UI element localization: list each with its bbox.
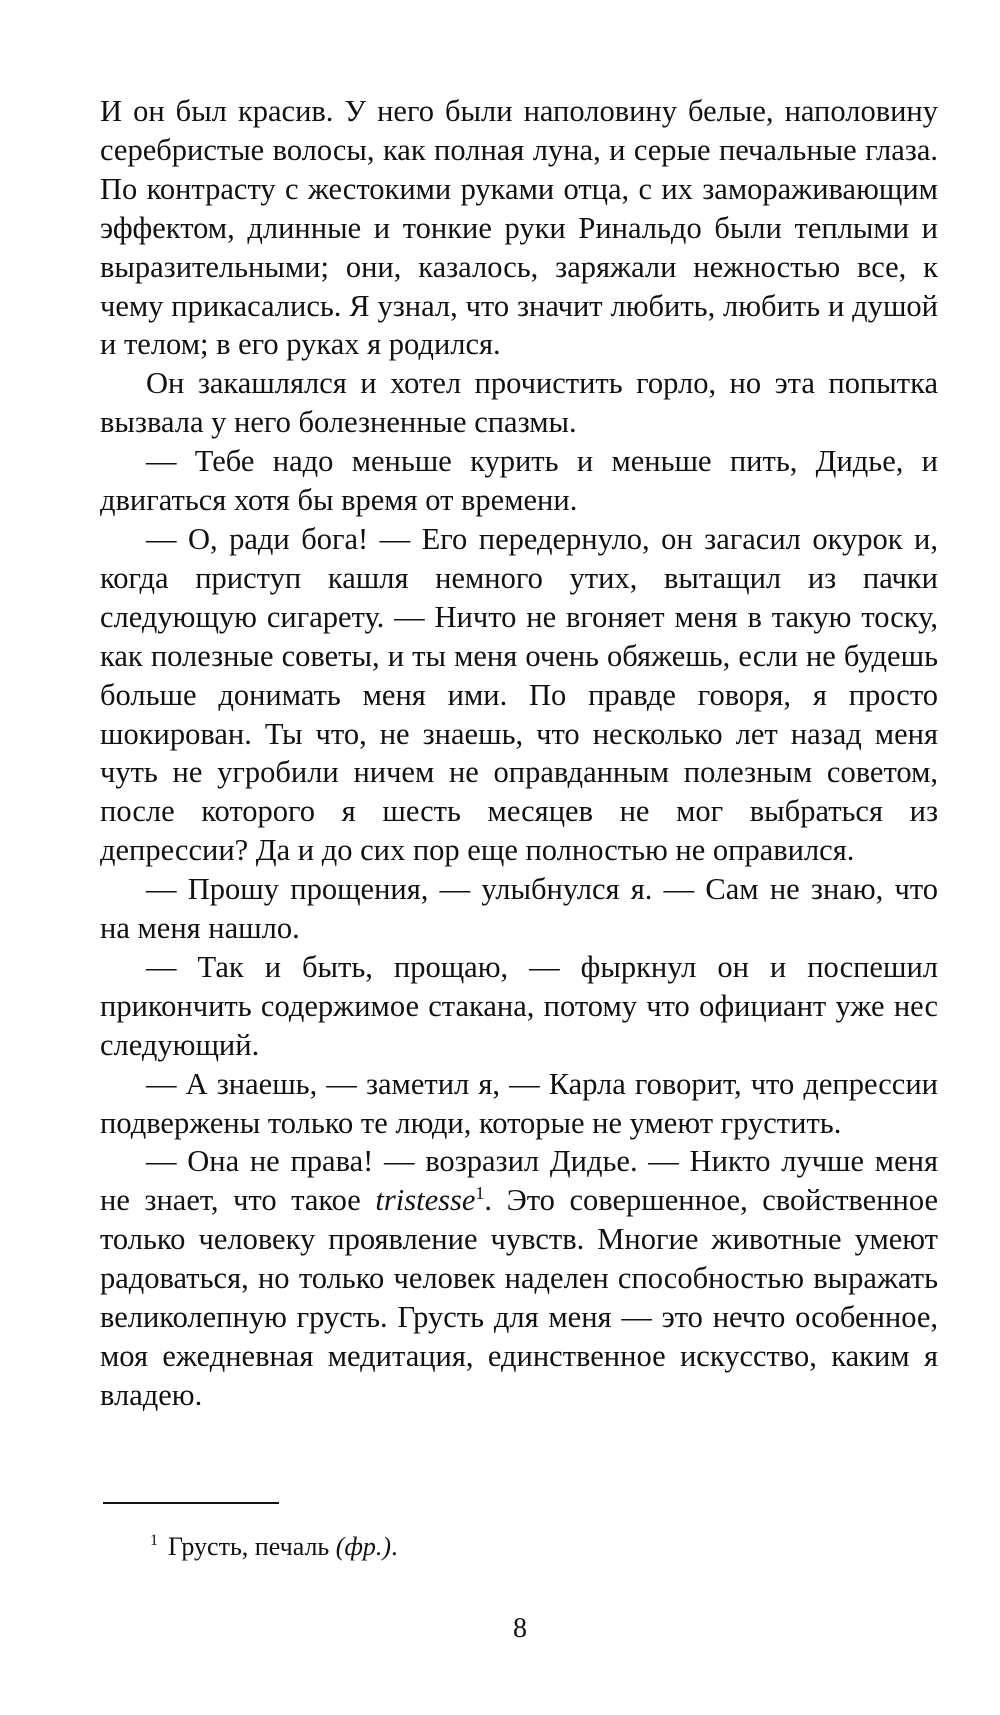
paragraph-1: И он был красив. У него были наполовину белые, наполовину серебристые волосы, как полная луна, и серые печальные глаза. По контрасту с жестокими руками отца, с их замораживающим эффектом, длинные и тонкие руки Ринальдо были теплыми и выразительными; они, казалось, заряжали нежностью все, к чему прикасались. Я узнал, что значит любить, любить и душой и телом; в его руках я родился. [100, 94, 938, 362]
footnote-end: . [391, 1532, 398, 1561]
paragraph-2: Он закашлялся и хотел прочистить горло, но эта попытка вызвала у него болезненные спазмы. [100, 366, 938, 440]
paragraph-7: — А знаешь, — заметил я, — Карла говорит, что депрессии подвержены только те люди, которые не умеют грустить. [100, 1066, 938, 1140]
footnote-divider [103, 1502, 279, 1504]
footnote [150, 1530, 398, 1564]
paragraph-8 [100, 1142, 938, 1414]
paragraph-3: — Тебе надо меньше курить и меньше пить, Дидье, и двигаться хотя бы время от времени. [100, 444, 938, 518]
page-number: 8 [513, 1613, 527, 1644]
paragraph-8-start: — Она не права! — возразил Дидье. — Никто лучше меня не знает, что такое [100, 1144, 938, 1218]
italic-word-tristesse: tristesse [375, 1183, 476, 1218]
paragraph-4: — О, ради бога! — Его передернуло, он загасил окурок и, когда приступ кашля немного утих, вытащил из пачки следующую сигарету. — Ничто не вгоняет меня в такую тоску, как полезные советы, и ты меня очень обяжешь, если не будешь больше донимать меня ими. По правде говоря, я просто шокирован. Ты что, не знаешь, что несколько лет назад меня чуть не угробили ничем не оправданным полезным советом, после которого я шесть месяцев не мог выбраться из депрессии? Да и до сих пор еще полностью не оправился. [100, 521, 938, 868]
paragraph-8-end: . Это совершенное, свойственное только человеку проявление чувств. Многие животные умеют радоваться, но только человек наделен способностью выражать великолепную грусть. Грусть для меня — это нечто особенное, моя ежедневная медитация, единственное искусство, каким я владею. [100, 1183, 938, 1412]
footnote-reference: 1 [475, 1183, 485, 1204]
footnote-language-abbrev: (фр.) [335, 1532, 392, 1561]
paragraph-5: — Прошу прощения, — улыбнулся я. — Сам не знаю, что на меня нашло. [100, 872, 938, 946]
paragraph-6: — Так и быть, прощаю, — фыркнул он и поспешил прикончить содержимое стакана, потому что официант уже нес следующий. [100, 949, 938, 1062]
main-text [100, 92, 938, 1415]
footnote-mark: 1 [150, 1532, 158, 1550]
footnote-text: Грусть, печаль [168, 1532, 336, 1561]
